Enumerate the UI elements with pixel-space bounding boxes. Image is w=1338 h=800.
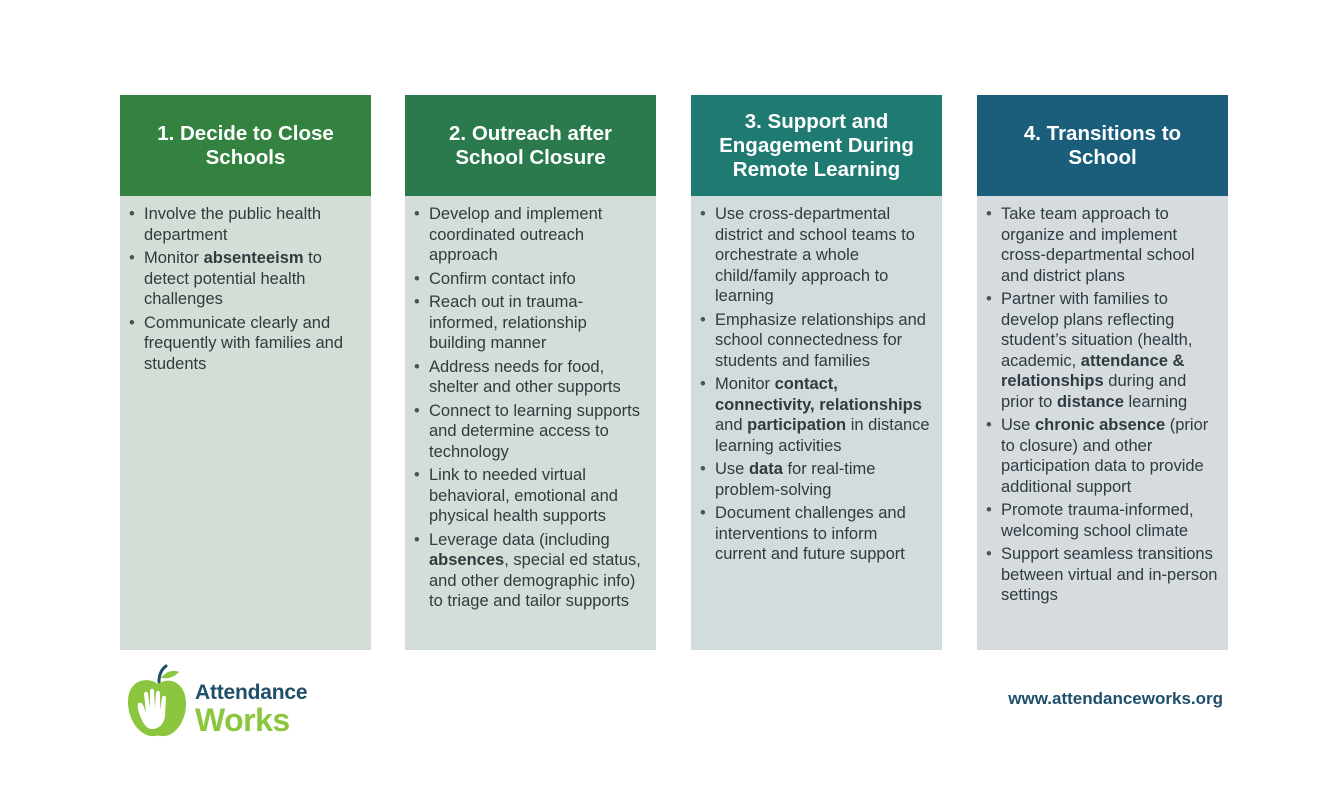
column-3-title: 3. Support and Engagement During Remote Learning (691, 95, 942, 196)
list-item (128, 313, 361, 375)
column-3-list (699, 204, 932, 565)
column-2-list (413, 204, 646, 612)
text: Confirm contact info (429, 269, 576, 288)
text: and (715, 416, 748, 434)
bold-text: distance (1056, 392, 1124, 411)
column-4-body (977, 196, 1228, 650)
list-item (128, 248, 361, 310)
text: to detect potential health challenges (144, 249, 322, 308)
text: Use cross-departmental district and school teams to orchestrate a whole child/family approach to learning (715, 205, 915, 305)
text: Promote trauma-informed, welcoming school climate (1001, 501, 1194, 540)
list-item (699, 459, 932, 500)
text: Address needs for food, shelter and other supports (429, 357, 621, 396)
text: Involve the public health department (144, 205, 322, 244)
text: Link to needed virtual behavioral, emotional and physical health supports (429, 466, 618, 525)
list-item (128, 204, 361, 245)
apple-hand-logo-icon (125, 664, 191, 740)
text: learning (1123, 392, 1188, 411)
bold-text: absences (429, 551, 505, 569)
bold-text: absenteeism (203, 249, 304, 267)
text: Document challenges and interventions to inform current and future support (715, 504, 906, 563)
column-4-list (985, 204, 1218, 606)
text: Develop and implement coordinated outreach approach (429, 205, 603, 264)
column-4-title: 4. Transitions to School (977, 95, 1228, 196)
text: Use (1001, 416, 1035, 434)
list-item (985, 204, 1218, 286)
column-2-title: 2. Outreach after School Closure (405, 95, 656, 196)
list-item (413, 204, 646, 266)
website-url[interactable]: www.attendanceworks.org (1008, 689, 1223, 708)
list-item (413, 465, 646, 527)
text: , special ed status, and other demographic info) to triage and tailor supports (429, 551, 641, 610)
list-item (985, 544, 1218, 606)
column-1 (120, 95, 371, 650)
column-2 (405, 95, 656, 650)
list-item (985, 289, 1218, 412)
column-4 (977, 95, 1228, 650)
list-item (413, 530, 646, 612)
list-item (699, 204, 932, 307)
text: Connect to learning supports and determine access to technology (429, 401, 640, 461)
text: Leverage data (including (429, 530, 610, 549)
text: Monitor (715, 375, 775, 393)
column-1-title: 1. Decide to Close Schools (120, 95, 371, 196)
text: Take team approach to organize and implement cross-departmental school and district plans (1001, 205, 1195, 285)
text: (prior to closure) and other participation data to provide additional support (1001, 416, 1209, 496)
text: Emphasize relationships and school connectedness for students and families (715, 310, 926, 370)
column-1-list (128, 204, 361, 374)
text: Support seamless transitions between virtual and in-person settings (1001, 545, 1218, 604)
list-item (413, 269, 646, 290)
attendance-works-logo (125, 664, 325, 742)
column-1-body (120, 196, 371, 650)
logo-text-works: Works (195, 702, 290, 738)
column-3-body (691, 196, 942, 650)
list-item (699, 310, 932, 372)
bold-text: attendance & relationships (1001, 351, 1185, 390)
text: Monitor (144, 249, 204, 267)
list-item (985, 415, 1218, 497)
list-item (413, 357, 646, 398)
bold-text: chronic absence (1034, 416, 1166, 434)
logo-text-attendance: Attendance (195, 681, 308, 704)
text: for real-time problem-solving (715, 460, 876, 499)
list-item (699, 374, 932, 456)
bold-text: contact, connectivity, relationships (715, 375, 922, 414)
text: Partner with families to develop plans reflecting student’s situation (health, academic, (1001, 290, 1193, 370)
column-3 (691, 95, 942, 650)
text: during and prior to (1001, 372, 1187, 411)
bold-text: participation (747, 416, 847, 434)
text: Use (715, 460, 749, 478)
list-item (699, 503, 932, 565)
list-item (413, 292, 646, 354)
text: in distance learning activities (715, 416, 930, 455)
text: Reach out in trauma-informed, relationship building manner (429, 293, 587, 352)
list-item (413, 401, 646, 463)
bold-text: data (748, 460, 783, 478)
text: Communicate clearly and frequently with families and students (144, 313, 344, 373)
column-2-body (405, 196, 656, 650)
list-item (985, 500, 1218, 541)
